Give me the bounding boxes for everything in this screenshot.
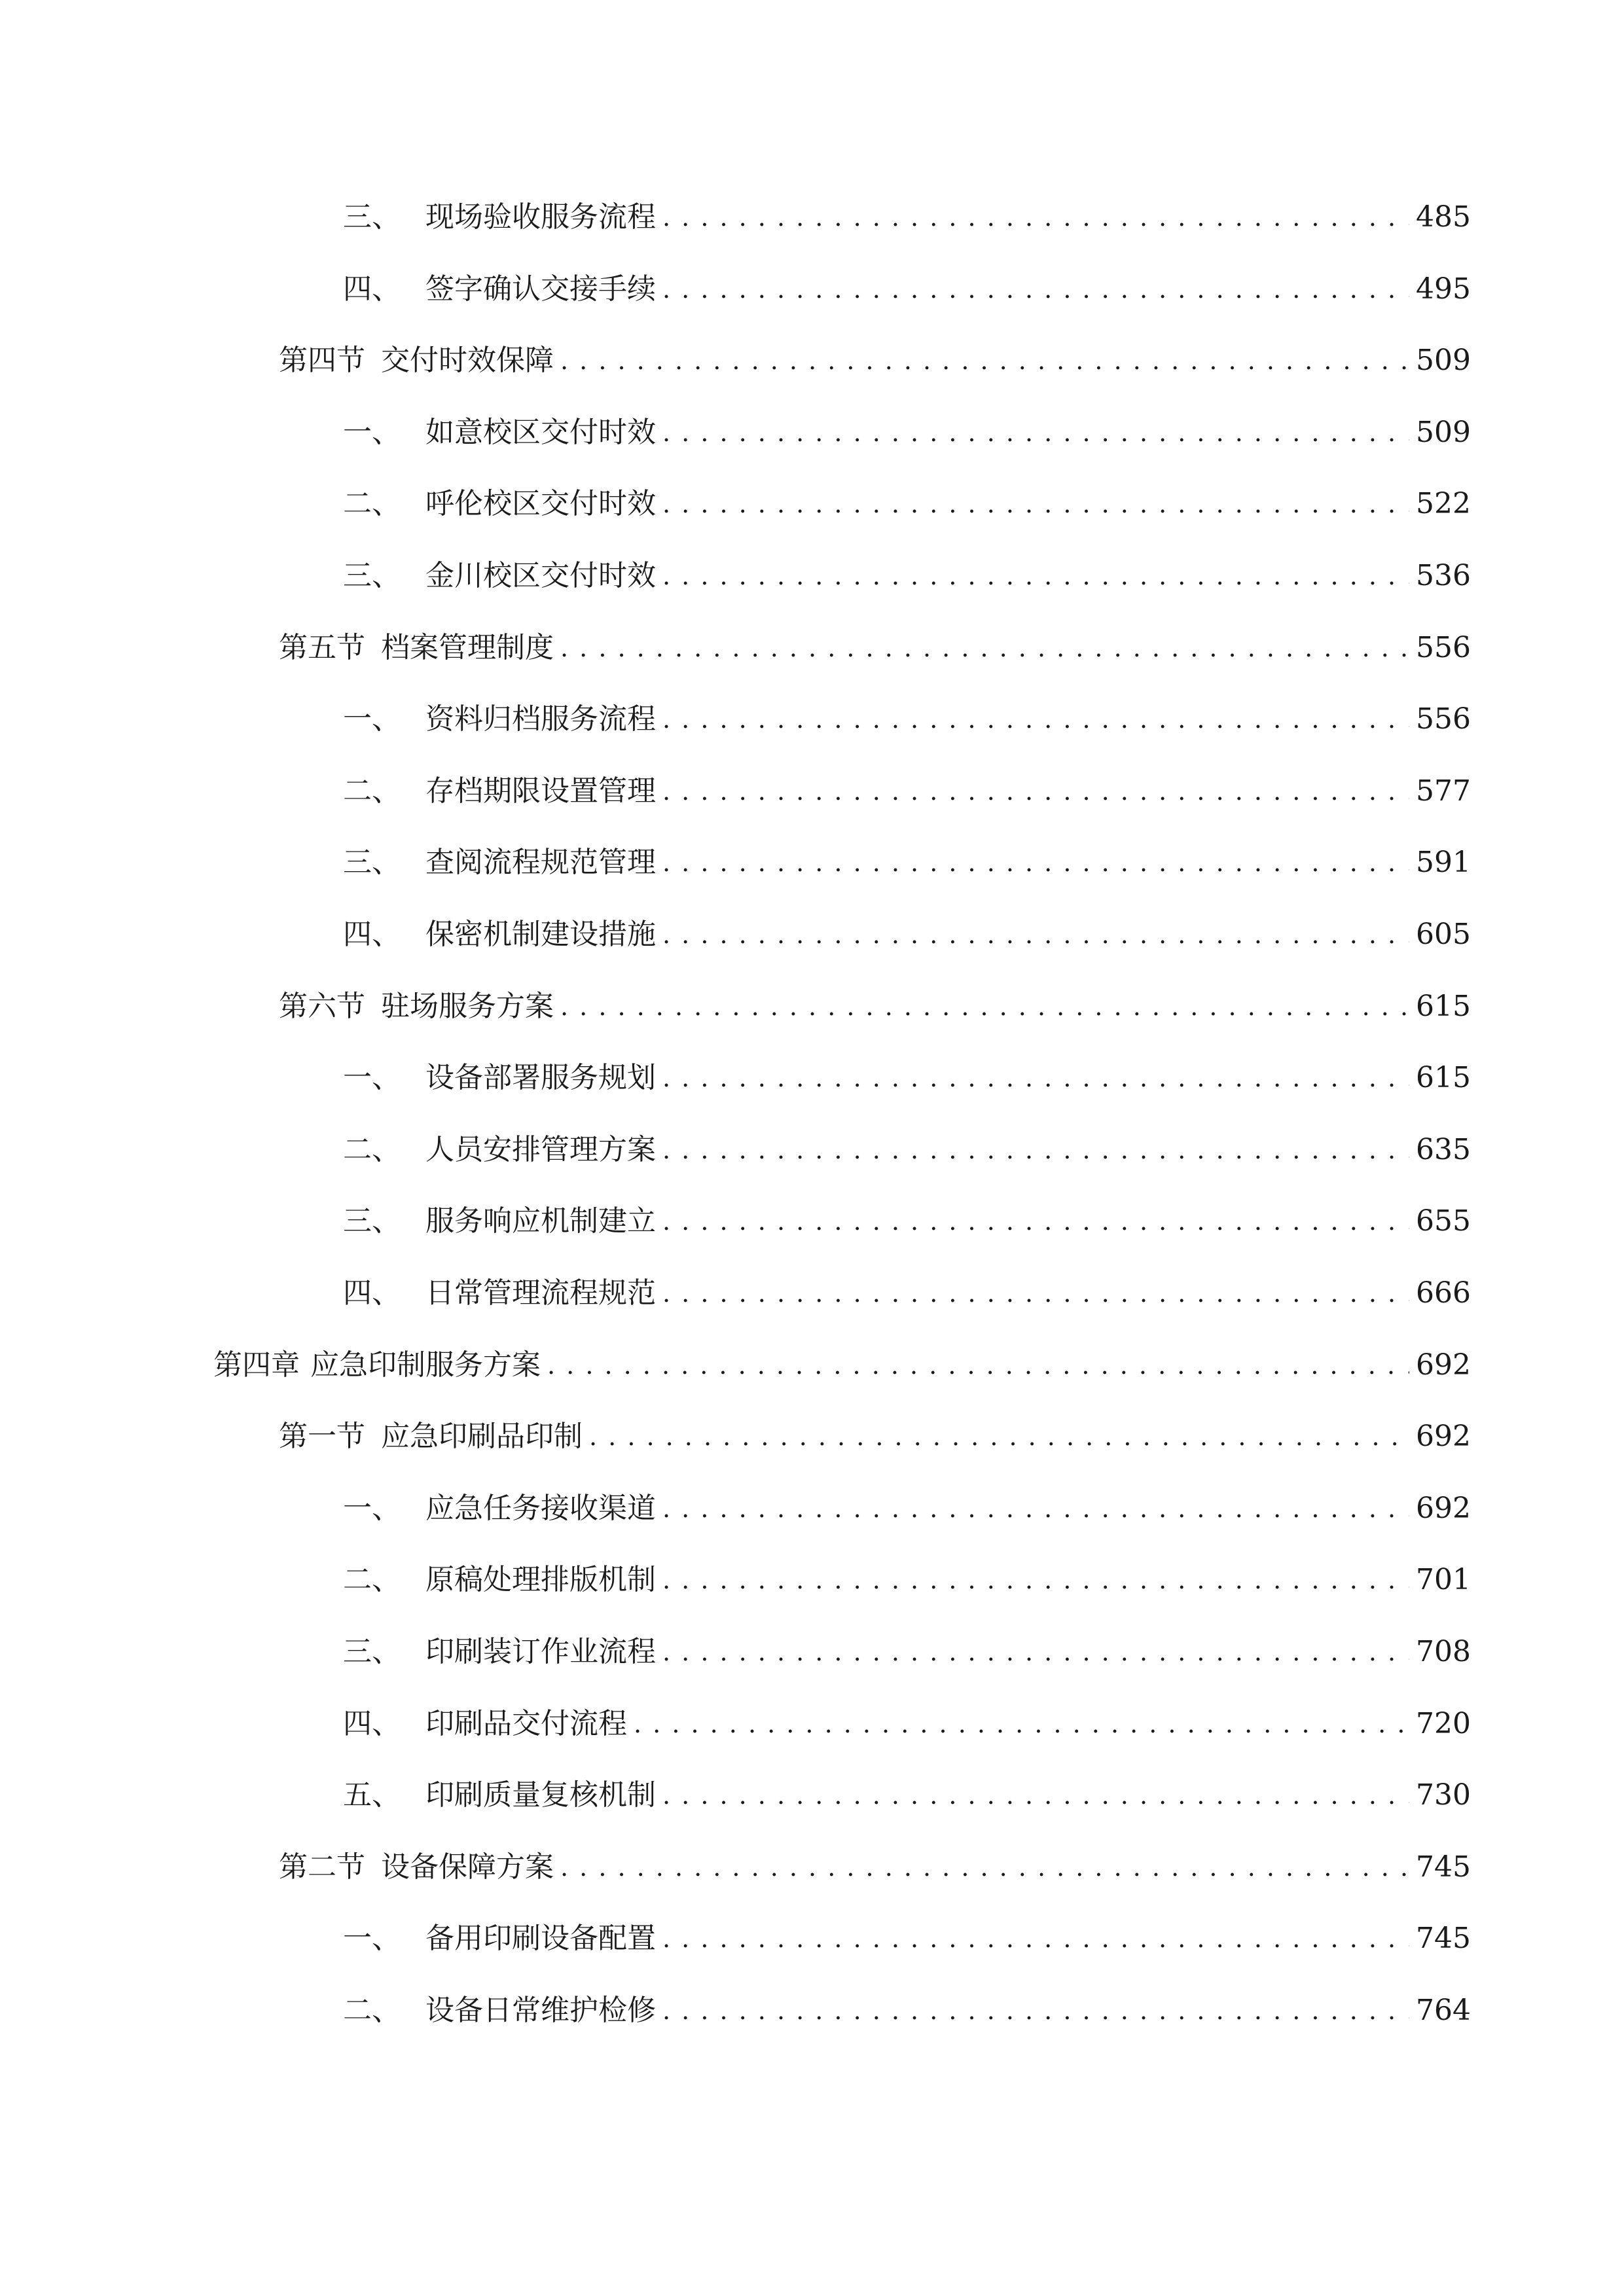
toc-entry-title: 保密机制建设措施 [425,918,656,951]
toc-entry-number: 四、 [343,1276,401,1310]
toc-entry-item[interactable] [343,1698,1471,1750]
toc-entry-number: 三、 [343,200,401,234]
toc-dot-leader [662,1769,1409,1821]
toc-entry-number: 四、 [343,918,401,951]
toc-entry-page-number: 635 [1416,1133,1471,1166]
toc-entry-item[interactable] [343,1554,1471,1606]
toc-dot-leader [662,836,1409,889]
toc-entry-title: 交付时效保障 [381,344,554,377]
toc-entry-page-number: 666 [1416,1276,1471,1310]
toc-entry-title: 应急印刷品印制 [381,1420,583,1453]
toc-entry-number: 三、 [343,846,401,879]
toc-entry-title: 原稿处理排版机制 [425,1563,656,1596]
toc-entry-page-number: 615 [1416,1061,1471,1094]
toc-entry-section[interactable] [279,1841,1471,1893]
toc-entry-title: 资料归档服务流程 [425,702,656,736]
toc-dot-leader [560,334,1409,387]
toc-entry-number: 一、 [343,1922,401,1955]
toc-entry-page-number: 701 [1416,1563,1471,1596]
toc-entry-number: 四、 [343,272,401,306]
toc-entry-title: 存档期限设置管理 [425,774,656,808]
toc-dot-leader [662,693,1409,745]
toc-entry-section[interactable] [279,1410,1471,1463]
toc-entry-item[interactable] [343,836,1471,889]
toc-entry-number: 第五节 [279,631,365,664]
toc-entry-number: 一、 [343,416,401,449]
toc-entry-title: 印刷装订作业流程 [425,1635,656,1668]
toc-entry-number: 第一节 [279,1420,365,1453]
toc-entry-number: 一、 [343,1061,401,1094]
toc-dot-leader [662,1267,1409,1319]
toc-entry-page-number: 556 [1416,631,1471,664]
toc-entry-page-number: 485 [1416,200,1471,234]
toc-entry-item[interactable] [343,191,1471,243]
toc-entry-number: 三、 [343,1204,401,1238]
toc-entry-page-number: 615 [1416,990,1471,1023]
toc-entry-title: 设备部署服务规划 [425,1061,656,1094]
toc-entry-page-number: 655 [1416,1204,1471,1238]
toc-entry-page-number: 745 [1416,1922,1471,1955]
toc-dot-leader [634,1698,1409,1750]
toc-dot-leader [662,1984,1409,2037]
toc-entry-title: 人员安排管理方案 [425,1133,656,1166]
toc-dot-leader [662,1482,1409,1535]
toc-entry-item[interactable] [343,1482,1471,1535]
toc-entry-number: 第六节 [279,990,365,1023]
toc-dot-leader [560,1841,1409,1893]
toc-dot-leader [662,1124,1409,1176]
toc-dot-leader [662,765,1409,817]
toc-entry-page-number: 509 [1416,344,1471,377]
toc-entry-item[interactable] [343,550,1471,602]
toc-entry-number: 第四节 [279,344,365,377]
toc-entry-item[interactable] [343,765,1471,817]
toc-entry-number: 四、 [343,1707,401,1740]
toc-entry-title: 驻场服务方案 [381,990,554,1023]
toc-entry-page-number: 692 [1416,1348,1471,1382]
toc-entry-item[interactable] [343,1052,1471,1104]
toc-entry-item[interactable] [343,478,1471,530]
toc-dot-leader [662,191,1409,243]
toc-entry-title: 应急印制服务方案 [310,1348,541,1382]
toc-dot-leader [662,550,1409,602]
toc-entry-title: 印刷品交付流程 [425,1707,627,1740]
toc-dot-leader [662,1554,1409,1606]
toc-entry-page-number: 577 [1416,774,1471,808]
toc-entry-chapter[interactable] [213,1339,1471,1391]
toc-entry-title: 设备保障方案 [381,1850,554,1884]
toc-entry-page-number: 692 [1416,1492,1471,1525]
toc-entry-item[interactable] [343,1769,1471,1821]
toc-dot-leader [662,1626,1409,1678]
toc-entry-title: 服务响应机制建立 [425,1204,656,1238]
toc-entry-title: 金川校区交付时效 [425,559,656,592]
toc-entry-page-number: 522 [1416,487,1471,520]
toc-dot-leader [662,1912,1409,1965]
toc-entry-title: 查阅流程规范管理 [425,846,656,879]
toc-entry-page-number: 720 [1416,1707,1471,1740]
toc-entry-page-number: 509 [1416,416,1471,449]
toc-entry-number: 二、 [343,487,401,520]
toc-entry-page-number: 556 [1416,702,1471,736]
toc-entry-item[interactable] [343,1912,1471,1965]
toc-entry-item[interactable] [343,693,1471,745]
toc-entry-title: 呼伦校区交付时效 [425,487,656,520]
toc-dot-leader [662,1195,1409,1247]
toc-entry-number: 二、 [343,774,401,808]
toc-entry-page-number: 591 [1416,846,1471,879]
toc-entry-page-number: 730 [1416,1778,1471,1812]
toc-entry-page-number: 764 [1416,1994,1471,2027]
toc-dot-leader [662,478,1409,530]
toc-entry-page-number: 692 [1416,1420,1471,1453]
toc-entry-item[interactable] [343,406,1471,459]
toc-entry-title: 备用印刷设备配置 [425,1922,656,1955]
toc-dot-leader [662,406,1409,459]
toc-entry-number: 第二节 [279,1850,365,1884]
toc-entry-item[interactable] [343,1124,1471,1176]
toc-entry-number: 三、 [343,1635,401,1668]
toc-entry-number: 五、 [343,1778,401,1812]
toc-dot-leader [589,1410,1409,1463]
toc-entry-item[interactable] [343,263,1471,315]
toc-entry-title: 设备日常维护检修 [425,1994,656,2027]
toc-entry-item[interactable] [343,1267,1471,1319]
toc-dot-leader [662,1052,1409,1104]
toc-entry-title: 现场验收服务流程 [425,200,656,234]
toc-dot-leader [662,908,1409,961]
toc-entry-number: 二、 [343,1994,401,2027]
toc-entry-number: 二、 [343,1133,401,1166]
toc-entry-title: 日常管理流程规范 [425,1276,656,1310]
toc-entry-number: 二、 [343,1563,401,1596]
toc-entry-section[interactable] [279,980,1471,1033]
toc-entry-item[interactable] [343,1626,1471,1678]
toc-dot-leader [560,622,1409,674]
toc-entry-number: 三、 [343,559,401,592]
toc-dot-leader [662,263,1409,315]
toc-entry-page-number: 536 [1416,559,1471,592]
toc-entry-title: 印刷质量复核机制 [425,1778,656,1812]
toc-entry-page-number: 495 [1416,272,1471,306]
toc-entry-item[interactable] [343,908,1471,961]
toc-entry-page-number: 745 [1416,1850,1471,1884]
toc-dot-leader [547,1339,1409,1391]
toc-entry-page-number: 708 [1416,1635,1471,1668]
toc-entry-number: 第四章 [213,1348,300,1382]
toc-entry-section[interactable] [279,334,1471,387]
toc-entry-title: 如意校区交付时效 [425,416,656,449]
toc-entry-section[interactable] [279,622,1471,674]
toc-entry-number: 一、 [343,702,401,736]
toc-entry-title: 应急任务接收渠道 [425,1492,656,1525]
toc-entry-item[interactable] [343,1195,1471,1247]
toc-entry-title: 档案管理制度 [381,631,554,664]
toc-entry-page-number: 605 [1416,918,1471,951]
toc-dot-leader [560,980,1409,1033]
toc-entry-number: 一、 [343,1492,401,1525]
toc-entry-title: 签字确认交接手续 [425,272,656,306]
toc-entry-item[interactable] [343,1984,1471,2037]
